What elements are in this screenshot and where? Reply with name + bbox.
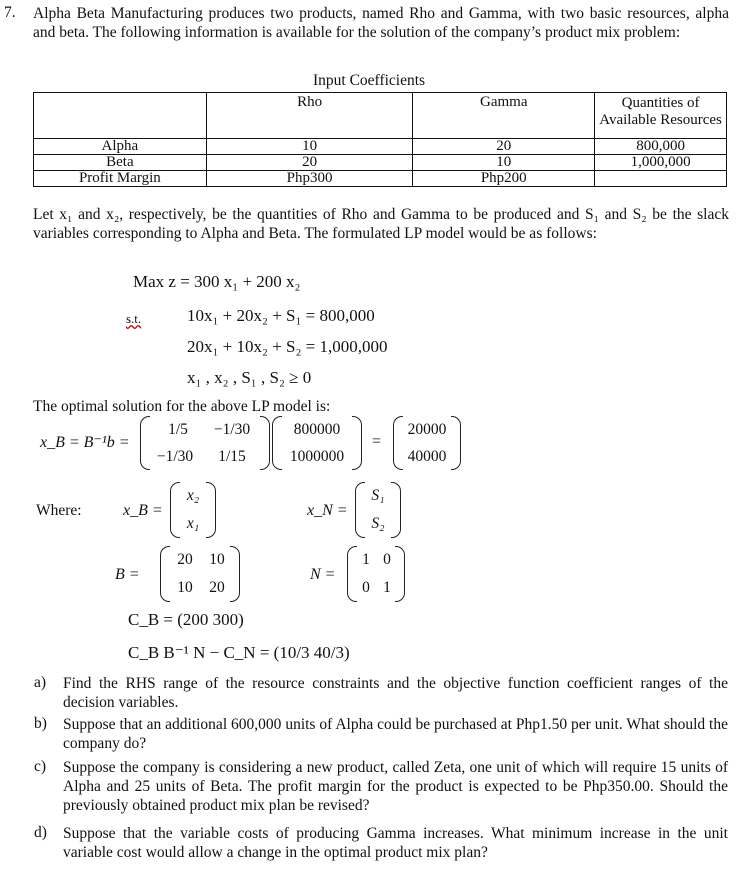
table-row — [34, 139, 727, 155]
table-header-cell: Gamma — [413, 93, 595, 139]
table-cell: 20 — [206, 155, 413, 171]
matrix-cell: 1/5 — [168, 421, 188, 438]
solution-lhs: x_B = B⁻¹b = — [40, 434, 130, 451]
table-header-cell — [34, 93, 207, 139]
vector-cell: 40000 — [407, 448, 447, 465]
matrix-cell: 1/15 — [218, 448, 246, 465]
problem-number: 7. — [4, 4, 16, 21]
question-label: d) — [34, 824, 47, 841]
question-text: Suppose the company is considering a new product, called Zeta, one unit of which will require 15 units of Alpha and 25 units of Beta. The profit margin for the product is expected to be Php350.00. Should the previously obtained product mix plan be revised? — [63, 759, 728, 814]
table-cell: 10 — [206, 139, 413, 155]
cb-vector: C_B = (200 300) — [128, 610, 244, 629]
vector-cell: S₁ — [371, 487, 385, 504]
question-label: c) — [34, 758, 47, 775]
table-row — [34, 155, 727, 171]
table-cell: Php200 — [413, 171, 595, 187]
table-cell: 20 — [413, 139, 595, 155]
question-text: Find the RHS range of the resource constraints and the objective function coefficient ranges of the decision variables. — [63, 675, 728, 711]
n-matrix-label: N = — [310, 566, 336, 583]
equals-sign: = — [372, 433, 382, 450]
table-cell: Profit Margin — [34, 171, 207, 187]
question-text: Suppose that an additional 600,000 units of Alpha could be purchased at Php1.50 per unit. What should the company do? — [63, 716, 728, 752]
matrix-cell: 10 — [177, 579, 193, 596]
matrix-cell: 1 — [383, 579, 391, 596]
table-cell: Beta — [34, 155, 207, 171]
b-inverse-matrix — [140, 416, 270, 470]
b-matrix-label: B = — [115, 566, 140, 583]
matrix-cell: 0 — [383, 551, 391, 568]
reduced-cost-vector: C_B B⁻¹ N − C_N = (10/3 40/3) — [128, 643, 350, 662]
xb-vector — [170, 482, 216, 538]
table-header-row — [34, 93, 727, 139]
xb-label: x_B = — [123, 502, 163, 519]
solution-intro: The optimal solution for the above LP model is: — [33, 398, 331, 415]
matrix-cell: 20 — [177, 551, 193, 568]
matrix-cell: 1 — [362, 551, 370, 568]
question-label: a) — [34, 674, 47, 691]
constraint-alpha: 10x₁ + 20x₂ + S₁ = 800,000 — [187, 306, 375, 325]
table-cell — [595, 171, 727, 187]
vector-cell: 1000000 — [289, 448, 345, 465]
matrix-cell: 20 — [209, 579, 225, 596]
vector-cell: S₂ — [371, 515, 385, 532]
result-vector — [393, 416, 461, 470]
matrix-cell: 0 — [362, 579, 370, 596]
where-label: Where: — [36, 502, 82, 519]
basis-matrix — [160, 546, 240, 602]
objective-function: Max z = 300 x₁ + 200 x₂ — [133, 272, 301, 291]
nonbasis-matrix — [347, 546, 405, 602]
problem-intro: Alpha Beta Manufacturing produces two products, named Rho and Gamma, with two basic resources, alpha and beta. The following information is available for the solution of the company’s product mix problem: — [33, 5, 729, 41]
matrix-cell: 10 — [209, 551, 225, 568]
table-cell: 10 — [413, 155, 595, 171]
st-label: s.t. — [126, 311, 142, 326]
question-label: b) — [34, 715, 47, 732]
variable-definition: Let x₁ and x₂, respectively, be the quantities of Rho and Gamma to be produced and S₁ and S₂ be the slack variables corresponding to Alpha and Beta. The formulated LP model would be as follows: — [33, 206, 729, 242]
b-vector — [272, 416, 362, 470]
constraint-beta: 20x₁ + 10x₂ + S₂ = 1,000,000 — [187, 337, 388, 356]
vector-cell: x₁ — [186, 515, 200, 532]
table-caption: Input Coefficients — [313, 72, 426, 89]
table-header-cell: Quantities of Available Resources — [595, 93, 727, 139]
table-cell: Alpha — [34, 139, 207, 155]
question-text: Suppose that the variable costs of producing Gamma increases. What minimum increase in the unit variable cost would allow a change in the optimal product mix plan? — [63, 825, 728, 861]
vector-cell: x₂ — [186, 487, 200, 504]
table-row — [34, 171, 727, 187]
xn-vector — [355, 482, 401, 538]
input-coefficients-table — [33, 92, 727, 187]
matrix-cell: −1/30 — [156, 448, 194, 465]
xn-label: x_N = — [307, 502, 348, 519]
matrix-cell: −1/30 — [213, 421, 251, 438]
table-cell: Php300 — [206, 171, 413, 187]
vector-cell: 20000 — [407, 421, 447, 438]
table-header-cell: Rho — [206, 93, 413, 139]
table-cell: 1,000,000 — [595, 155, 727, 171]
nonnegativity-constraint: x₁ , x₂ , S₁ , S₂ ≥ 0 — [187, 368, 312, 387]
table-cell: 800,000 — [595, 139, 727, 155]
vector-cell: 800000 — [293, 421, 341, 438]
